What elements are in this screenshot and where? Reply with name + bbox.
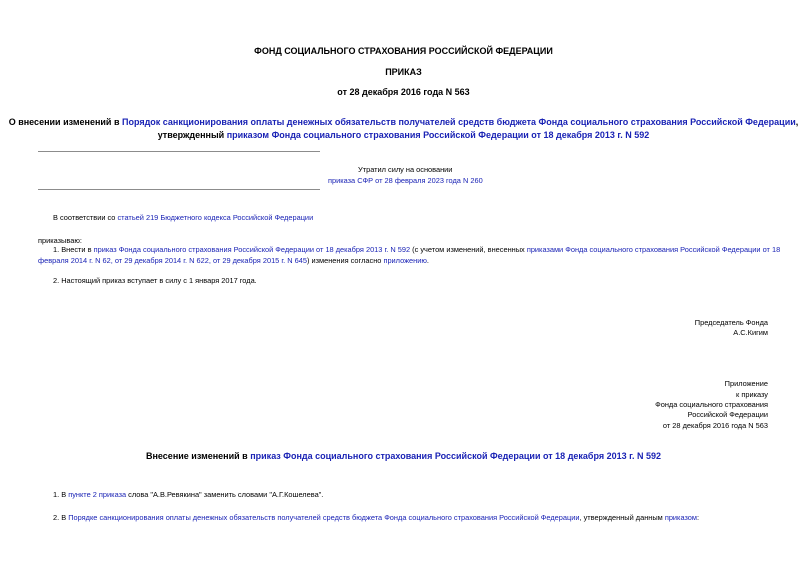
notice-rule-top — [38, 151, 320, 152]
notice-text: Утратил силу на основании — [358, 165, 453, 174]
notice-rule-bottom — [38, 189, 320, 190]
item1-line1 — [53, 245, 780, 254]
appendix-line1: Приложение — [724, 379, 768, 388]
appendix-line3: Фонда социального страхования — [655, 400, 768, 409]
title-middle: , утвержденный — [157, 117, 799, 140]
section-prefix: Внесение изменений в — [145, 451, 251, 461]
basis-paragraph — [53, 213, 313, 222]
appendix-line4: Российской Федерации — [687, 410, 768, 419]
change2-end: : — [696, 513, 700, 522]
section-link[interactable]: приказ Фонда социального страхования Российской Федерации от 18 декабря 2013 г. N 592 — [250, 451, 661, 461]
change2-link-order[interactable]: приказом — [664, 513, 697, 522]
change-1 — [53, 490, 323, 499]
change1-rest: слова "А.В.Ревякина" заменить словами "А.Г.Кошелева". — [126, 490, 324, 499]
org-name: ФОНД СОЦИАЛЬНОГО СТРАХОВАНИЯ РОССИЙСКОЙ ФЕДЕРАЦИИ — [254, 46, 553, 56]
change2-prefix: 2. В — [53, 513, 69, 522]
item2: 2. Настоящий приказ вступает в силу с 1 января 2017 года. — [53, 276, 257, 285]
change1-link[interactable]: пункте 2 приказа — [68, 490, 127, 499]
basis-prefix: В соответствии со — [53, 213, 118, 222]
item1-link-orders-a[interactable]: приказами Фонда социального страхования Российской Федерации от 18 — [526, 245, 781, 254]
item1-prefix: 1. Внести в — [53, 245, 94, 254]
order-word: приказываю: — [38, 236, 82, 245]
appendix-line2: к приказу — [736, 390, 768, 399]
item1-link-orders-b[interactable]: февраля 2014 г. N 62, от 29 декабря 2014 г. N 622, от 29 декабря 2015 г. N 645 — [38, 256, 307, 265]
item1-end: . — [426, 256, 429, 265]
section-title — [0, 451, 807, 461]
item1-mid1: (с учетом изменений, внесенных — [410, 245, 527, 254]
doc-title — [0, 116, 807, 141]
doc-type: ПРИКАЗ — [385, 67, 422, 77]
item1-line2 — [38, 256, 429, 265]
item1-link-order[interactable]: приказ Фонда социального страхования Российской Федерации от 18 декабря 2013 г. N 592 — [93, 245, 411, 254]
title-link-order[interactable]: приказом Фонда социального страхования Российской Федерации от 18 декабря 2013 г. N 592 — [226, 129, 650, 140]
appendix-line5: от 28 декабря 2016 года N 563 — [662, 421, 768, 430]
signature-name: А.С.Кигим — [733, 328, 768, 337]
item1-mid2: ) изменения согласно — [306, 256, 384, 265]
change2-link-procedure[interactable]: Порядке санкционирования оплаты денежных обязательств получателей средств бюджета Фонда социального страхования Российской Федерации — [68, 513, 580, 522]
title-link-procedure[interactable]: Порядок санкционирования оплаты денежных обязательств получателей средств бюджета Фонда социального страхования Российской Федерации — [122, 117, 796, 127]
doc-date: от 28 декабря 2016 года N 563 — [337, 87, 470, 97]
change1-prefix: 1. В — [53, 490, 69, 499]
basis-link[interactable]: статьей 219 Бюджетного кодекса Российской Федерации — [117, 213, 314, 222]
signature-position: Председатель Фонда — [694, 318, 768, 327]
change2-mid: , утвержденный данным — [579, 513, 665, 522]
notice-link[interactable]: приказа СФР от 28 февраля 2023 года N 260 — [328, 176, 483, 185]
item1-link-appendix[interactable]: приложению — [383, 256, 427, 265]
change-2 — [53, 513, 699, 522]
title-prefix: О внесении изменений в — [8, 117, 122, 127]
